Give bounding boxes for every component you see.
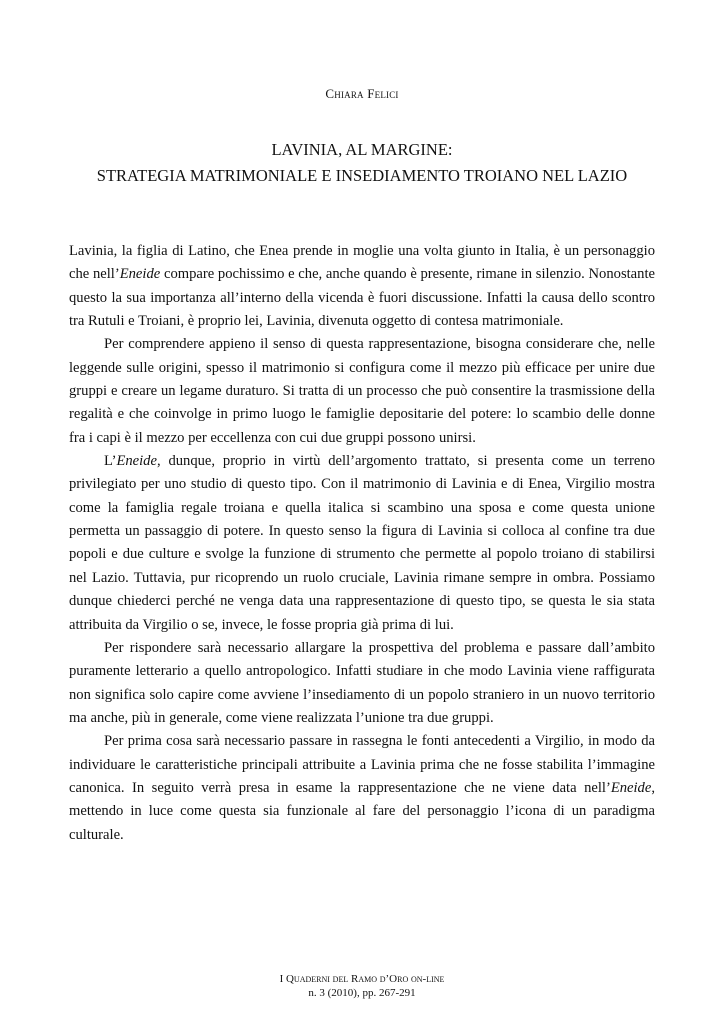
paragraph-5-italic: Eneide bbox=[610, 779, 652, 796]
paragraph-4: Per rispondere sarà necessario allargare la prospettiva del problema e passare dall’ambito puramente letterario a quello antropologico. Infatti studiare in che modo Lavinia viene raffigurata non significa solo capire come avviene l’insediamento di un popolo straniero in un nuovo territorio ma anche, più in generale, come viene realizzata l’unione tra due gruppi. bbox=[69, 639, 655, 726]
paragraph-5-text-a: Per prima cosa sarà necessario passare in rassegna le fonti antecedenti a Virgilio, in modo da individuare le caratteristiche principali attribuite a Lavinia prima che ne fosse stabilita l’immagine canonica. In seguito verrà presa in esame la rappresentazione che ne viene data nell’ bbox=[69, 733, 655, 796]
paragraph-1 bbox=[69, 240, 655, 333]
author-name: Chiara Felici bbox=[325, 86, 399, 101]
paragraph-2: Per comprendere appieno il senso di questa rappresentazione, bisogna considerare che, nelle leggende sulle origini, spesso il matrimonio si configura come il mezzo più efficace per unire due gruppi e creare un legame duraturo. Si tratta di un processo che può consentire la trasmissione della regalità e che coinvolge in primo luogo le famiglie depositarie del potere: lo scambio delle donne fra i capi è il mezzo per eccellenza con cui due gruppi possono unirsi. bbox=[69, 336, 655, 446]
paragraph-3-text-b: , dunque, proprio in virtù dell’argomento trattato, si presenta come un terreno privilegiato per uno studio di questo tipo. Con il matrimonio di Lavinia e di Enea, Virgilio mostra come la famiglia regale troiana e quella italica si scambino una sposa e come questa unione permetta un passaggio di potere. In questo senso la figura di Lavinia si colloca al confine tra due popoli e due culture e svolge la funzione di strumento che permette al popolo troiano di stabilirsi nel Lazio. Tuttavia, pur ricoprendo un ruolo cruciale, Lavinia rimane sempre in ombra. Possiamo dunque chiederci perché ne venga data una rappresentazione di questo tipo, se questa le sia stata attribuita da Virgilio o se, invece, le fosse propria già prima di lui. bbox=[69, 453, 655, 633]
footer-issue: n. 3 (2010), pp. 267-291 bbox=[308, 987, 416, 999]
article-body bbox=[69, 240, 655, 847]
paragraph-3 bbox=[69, 450, 655, 637]
paragraph-3-text-a: L’ bbox=[104, 453, 117, 470]
paragraph-5-text-b: , mettendo in luce come questa sia funzionale al fare del personaggio l’icona di un paradigma culturale. bbox=[69, 779, 655, 843]
paragraph-1-italic: Eneide bbox=[119, 266, 161, 283]
paragraph-3-italic: Eneide bbox=[116, 453, 157, 470]
article-title-line-2: STRATEGIA MATRIMONIALE E INSEDIAMENTO TROIANO NEL LAZIO bbox=[96, 166, 628, 185]
paragraph-1-text-a: Lavinia, la figlia di Latino, che Enea prende in moglie una volta giunto in Italia, è un personaggio che nell’ bbox=[69, 243, 655, 283]
paragraph-5 bbox=[69, 730, 655, 847]
paragraph-1-text-b: compare pochissimo e che, anche quando è presente, rimane in silenzio. Nonostante questo la sua importanza all’interno della vicenda è fuori discussione. Infatti la causa dello scontro tra Rutuli e Troiani, è proprio lei, Lavinia, divenuta oggetto di contesa matrimoniale. bbox=[69, 266, 655, 330]
footer-journal: I Quaderni del Ramo d’Oro on-line bbox=[279, 973, 445, 985]
page-footer bbox=[0, 972, 724, 1000]
article-title-line-1: LAVINIA, AL MARGINE: bbox=[271, 140, 453, 159]
